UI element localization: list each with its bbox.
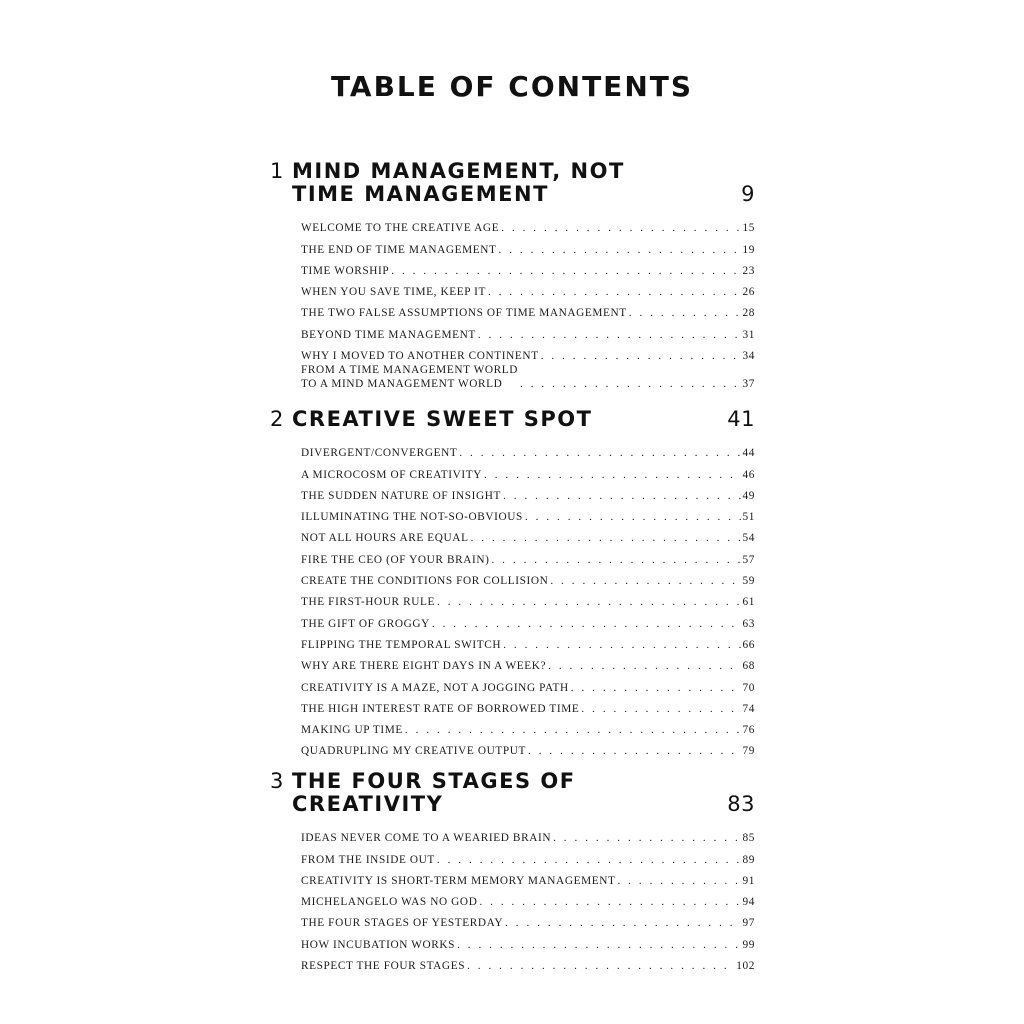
toc-entry[interactable] — [301, 503, 755, 524]
entry-page-number: 76 — [742, 724, 755, 737]
entry-title: THE TWO FALSE ASSUMPTIONS OF TIME MANAGEMENT — [301, 307, 627, 320]
dot-leader — [479, 895, 740, 909]
entry-title: QUADRUPLING MY CREATIVE OUTPUT — [301, 745, 527, 758]
dot-leader — [459, 446, 740, 460]
toc-entry[interactable] — [301, 737, 755, 758]
toc-entry[interactable] — [301, 652, 755, 673]
toc-entry[interactable] — [301, 716, 755, 737]
dot-leader — [541, 349, 741, 363]
entry-page-number: 23 — [742, 264, 755, 277]
entry-title: THE FIRST-HOUR RULE — [301, 596, 435, 609]
entry-title: MAKING UP TIME — [301, 724, 403, 737]
dot-leader — [437, 853, 741, 867]
toc-entry[interactable] — [301, 631, 755, 652]
entry-page-number: 79 — [742, 745, 755, 758]
entry-title: CREATIVITY IS SHORT-TERM MEMORY MANAGEMENT — [301, 874, 616, 887]
entry-title: DIVERGENT/CONVERGENT — [301, 447, 458, 460]
chapter-page-number: 41 — [727, 407, 755, 431]
entry-title: TIME WORSHIP — [301, 264, 390, 277]
toc-entry[interactable] — [301, 867, 755, 888]
entry-title: MICHELANGELO WAS NO GOD — [301, 896, 478, 909]
dot-leader — [571, 681, 741, 695]
entry-page-number: 46 — [742, 468, 755, 481]
toc-entry[interactable] — [301, 363, 755, 391]
entry-page-number: 19 — [742, 243, 755, 256]
chapter-number: 1 — [270, 159, 284, 183]
entry-page-number: 57 — [742, 553, 755, 566]
entry-page-number: 70 — [742, 681, 755, 694]
entry-page-number: 49 — [742, 489, 755, 502]
dot-leader — [478, 328, 741, 342]
entry-page-number: 74 — [742, 702, 755, 715]
toc-entry[interactable] — [301, 845, 755, 866]
dot-leader — [467, 959, 734, 973]
chapter-3 — [270, 770, 755, 973]
toc-entry[interactable] — [301, 695, 755, 716]
toc-entry[interactable] — [301, 342, 755, 363]
entry-page-number: 28 — [742, 307, 755, 320]
entry-title: WHEN YOU SAVE TIME, KEEP IT — [301, 286, 487, 299]
entry-title: THE HIGH INTEREST RATE OF BORROWED TIME — [301, 702, 580, 715]
entry-title: THE END OF TIME MANAGEMENT — [301, 243, 497, 256]
dot-leader — [581, 702, 740, 716]
dot-leader — [432, 617, 741, 631]
entry-title: FLIPPING THE TEMPORAL SWITCH — [301, 638, 502, 651]
toc-entry[interactable] — [301, 588, 755, 609]
entry-page-number: 99 — [742, 938, 755, 951]
entry-title: FROM A TIME MANAGEMENT WORLD TO A MIND MANAGEMENT WORLD — [301, 364, 519, 391]
toc-entry[interactable] — [301, 567, 755, 588]
entry-title: NOT ALL HOURS ARE EQUAL — [301, 532, 469, 545]
entry-title: FROM THE INSIDE OUT — [301, 853, 435, 866]
dot-leader — [550, 574, 740, 588]
chapter-page-number: 83 — [727, 792, 755, 816]
entry-page-number: 34 — [742, 350, 755, 363]
toc-entry[interactable] — [301, 214, 755, 235]
dot-leader — [471, 531, 741, 545]
dot-leader — [501, 221, 740, 235]
entry-title: CREATE THE CONDITIONS FOR COLLISION — [301, 575, 549, 588]
toc-entry[interactable] — [301, 257, 755, 278]
dot-leader — [520, 377, 740, 391]
entry-page-number: 54 — [742, 532, 755, 545]
toc-entry[interactable] — [301, 545, 755, 566]
chapter-page-number: 9 — [741, 182, 755, 206]
entry-page-number: 91 — [742, 874, 755, 887]
chapter-heading[interactable] — [270, 770, 755, 816]
entry-page-number: 59 — [742, 575, 755, 588]
dot-leader — [499, 243, 741, 257]
chapter-2 — [270, 408, 755, 758]
toc-entry[interactable] — [301, 460, 755, 481]
toc-entry[interactable] — [301, 439, 755, 460]
dot-leader — [553, 831, 740, 845]
dot-leader — [391, 264, 740, 278]
chapter-number: 3 — [270, 769, 284, 793]
dot-leader — [405, 723, 741, 737]
entry-page-number: 44 — [742, 447, 755, 460]
chapter-number: 2 — [270, 407, 284, 431]
toc-entry[interactable] — [301, 930, 755, 951]
entry-page-number: 51 — [742, 511, 755, 524]
section-list — [270, 439, 755, 758]
dot-leader — [457, 938, 740, 952]
entry-page-number: 89 — [742, 853, 755, 866]
entry-page-number: 94 — [742, 896, 755, 909]
entry-title: IDEAS NEVER COME TO A WEARIED BRAIN — [301, 832, 552, 845]
toc-entry[interactable] — [301, 299, 755, 320]
chapter-1 — [270, 160, 755, 391]
entry-title: RESPECT THE FOUR STAGES — [301, 960, 466, 973]
chapter-heading[interactable] — [270, 160, 755, 206]
entry-title: A MICROCOSM OF CREATIVITY — [301, 468, 483, 481]
entry-title: BEYOND TIME MANAGEMENT — [301, 328, 476, 341]
chapter-title: CREATIVE SWEET SPOT — [292, 407, 593, 431]
toc-entry[interactable] — [301, 888, 755, 909]
dot-leader — [505, 916, 740, 930]
entry-title: WHY I MOVED TO ANOTHER CONTINENT — [301, 350, 539, 363]
entry-title: WELCOME TO THE CREATIVE AGE — [301, 222, 500, 235]
dot-leader — [525, 510, 741, 524]
dot-leader — [503, 489, 740, 503]
dot-leader — [548, 659, 740, 673]
dot-leader — [629, 306, 741, 320]
section-list — [270, 824, 755, 973]
section-list — [270, 214, 755, 391]
entry-page-number: 66 — [742, 638, 755, 651]
toc-entry[interactable] — [301, 482, 755, 503]
entry-page-number: 85 — [742, 832, 755, 845]
dot-leader — [528, 744, 740, 758]
dot-leader — [488, 285, 740, 299]
entry-title: THE SUDDEN NATURE OF INSIGHT — [301, 489, 502, 502]
entry-page-number: 37 — [742, 378, 755, 391]
entry-page-number: 68 — [742, 660, 755, 673]
dot-leader — [491, 553, 740, 567]
toc-entry[interactable] — [301, 524, 755, 545]
toc-entry[interactable] — [301, 909, 755, 930]
chapter-heading[interactable] — [270, 408, 755, 431]
entry-page-number: 61 — [742, 596, 755, 609]
chapter-title: MIND MANAGEMENT, NOT TIME MANAGEMENT — [292, 159, 625, 206]
dot-leader — [437, 595, 741, 609]
entry-title: WHY ARE THERE EIGHT DAYS IN A WEEK? — [301, 660, 547, 673]
entry-page-number: 102 — [736, 960, 755, 973]
entry-title: HOW INCUBATION WORKS — [301, 938, 456, 951]
entry-page-number: 26 — [742, 286, 755, 299]
dot-leader — [617, 874, 740, 888]
toc-entry[interactable] — [301, 278, 755, 299]
entry-title: THE GIFT OF GROGGY — [301, 617, 430, 630]
entry-title: CREATIVITY IS A MAZE, NOT A JOGGING PATH — [301, 681, 569, 694]
toc-entry[interactable] — [301, 235, 755, 256]
entry-page-number: 15 — [742, 222, 755, 235]
toc-entry[interactable] — [301, 673, 755, 694]
toc-entry[interactable] — [301, 952, 755, 973]
entry-page-number: 97 — [742, 917, 755, 930]
toc-entry[interactable] — [301, 609, 755, 630]
toc-entry[interactable] — [301, 320, 755, 341]
toc-entry[interactable] — [301, 824, 755, 845]
dot-leader — [484, 468, 740, 482]
dot-leader — [503, 638, 740, 652]
page-title: TABLE OF CONTENTS — [330, 70, 694, 103]
entry-title: FIRE THE CEO (OF YOUR BRAIN) — [301, 553, 490, 566]
entry-page-number: 31 — [742, 328, 755, 341]
chapter-title: THE FOUR STAGES OF CREATIVITY — [292, 769, 576, 816]
entry-title: ILLUMINATING THE NOT-SO-OBVIOUS — [301, 511, 523, 524]
entry-page-number: 63 — [742, 617, 755, 630]
entry-title: THE FOUR STAGES OF YESTERDAY — [301, 917, 504, 930]
